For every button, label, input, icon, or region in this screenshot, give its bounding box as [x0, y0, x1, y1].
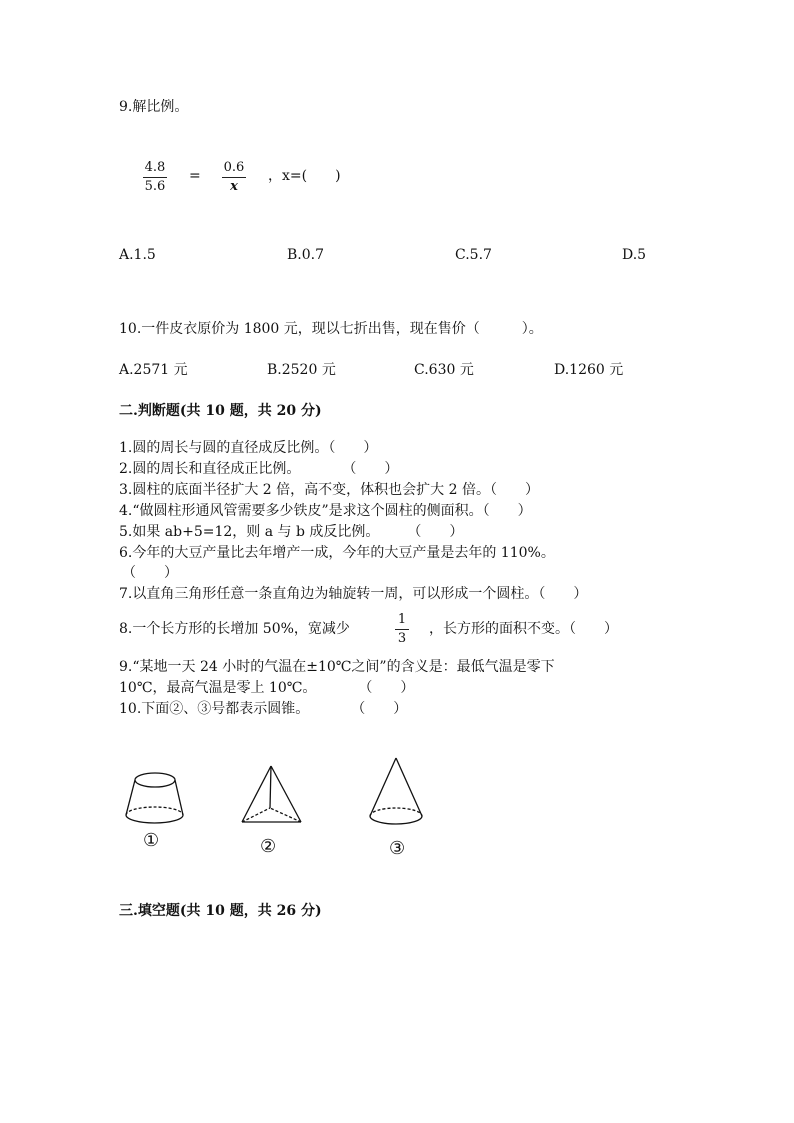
shape-label-1: ①: [143, 830, 160, 851]
judge-item-3: 3.圆柱的底面半径扩大 2 倍，高不变，体积也会扩大 2 倍。（ ）: [119, 482, 539, 498]
q9-option-a[interactable]: A.1.5: [119, 247, 156, 263]
q9-left-denominator: 5.6: [144, 179, 166, 194]
shape-label-3: ③: [389, 838, 406, 859]
pyramid-shape: [242, 766, 301, 822]
q9-option-c[interactable]: C.5.7: [455, 247, 492, 263]
cone-shape: [370, 758, 422, 824]
q9-option-b[interactable]: B.0.7: [287, 247, 325, 263]
q10-option-b[interactable]: B.2520 元: [267, 362, 336, 378]
judge-item-10: 10.下面②、③号都表示圆锥。 （ ）: [119, 701, 408, 717]
q9-equals: =: [189, 168, 201, 184]
shape-label-2: ②: [260, 836, 277, 857]
q9-option-d[interactable]: D.5: [622, 247, 647, 263]
q10-option-a[interactable]: A.2571 元: [119, 362, 188, 378]
judge-item-8-post: ，长方形的面积不变。（ ）: [429, 621, 618, 637]
q10-option-d[interactable]: D.1260 元: [554, 362, 624, 378]
section2-heading: 二.判断题(共 10 题，共 20 分): [119, 403, 322, 419]
q10-title: 10.一件皮衣原价为 1800 元，现以七折出售，现在售价（ ）。: [119, 321, 543, 337]
judge-item-7: 7.以直角三角形任意一条直角边为轴旋转一周，可以形成一个圆柱。（ ）: [119, 586, 588, 602]
judge-item-8-pre: 8.一个长方形的长增加 50%，宽减少: [119, 621, 350, 637]
judge-item-6-answer: （ ）: [122, 565, 178, 581]
judge-item-5: 5.如果 ab+5=12，则 a 与 b 成反比例。 （ ）: [119, 524, 464, 540]
judge-item-9-line1: 9.“某地一天 24 小时的气温在±10℃之间”的含义是：最低气温是零下: [119, 659, 555, 675]
frustum-shape: [126, 773, 183, 823]
q9-title: 9.解比例。: [119, 99, 189, 115]
q9-right-denominator: x: [230, 179, 238, 194]
judge-item-8-numerator: 1: [397, 612, 407, 627]
q9-right-numerator: 0.6: [223, 160, 245, 175]
q9-left-numerator: 4.8: [144, 160, 166, 175]
q10-option-c[interactable]: C.630 元: [414, 362, 474, 378]
judge-item-2: 2.圆的周长和直径成正比例。 （ ）: [119, 461, 399, 477]
q9-tail: ，x=( ): [268, 168, 341, 184]
judge-item-9-line2: 10℃，最高气温是零上 10℃。 （ ）: [119, 680, 415, 696]
section3-heading: 三.填空题(共 10 题，共 26 分): [119, 903, 322, 919]
judge-item-6: 6.今年的大豆产量比去年增产一成，今年的大豆产量是去年的 110%。: [119, 545, 555, 561]
judge-item-4: 4.“做圆柱形通风管需要多少铁皮”是求这个圆柱的侧面积。（ ）: [119, 503, 532, 519]
judge-item-1: 1.圆的周长与圆的直径成反比例。（ ）: [119, 440, 378, 456]
judge-item-8-denominator: 3: [397, 631, 407, 646]
